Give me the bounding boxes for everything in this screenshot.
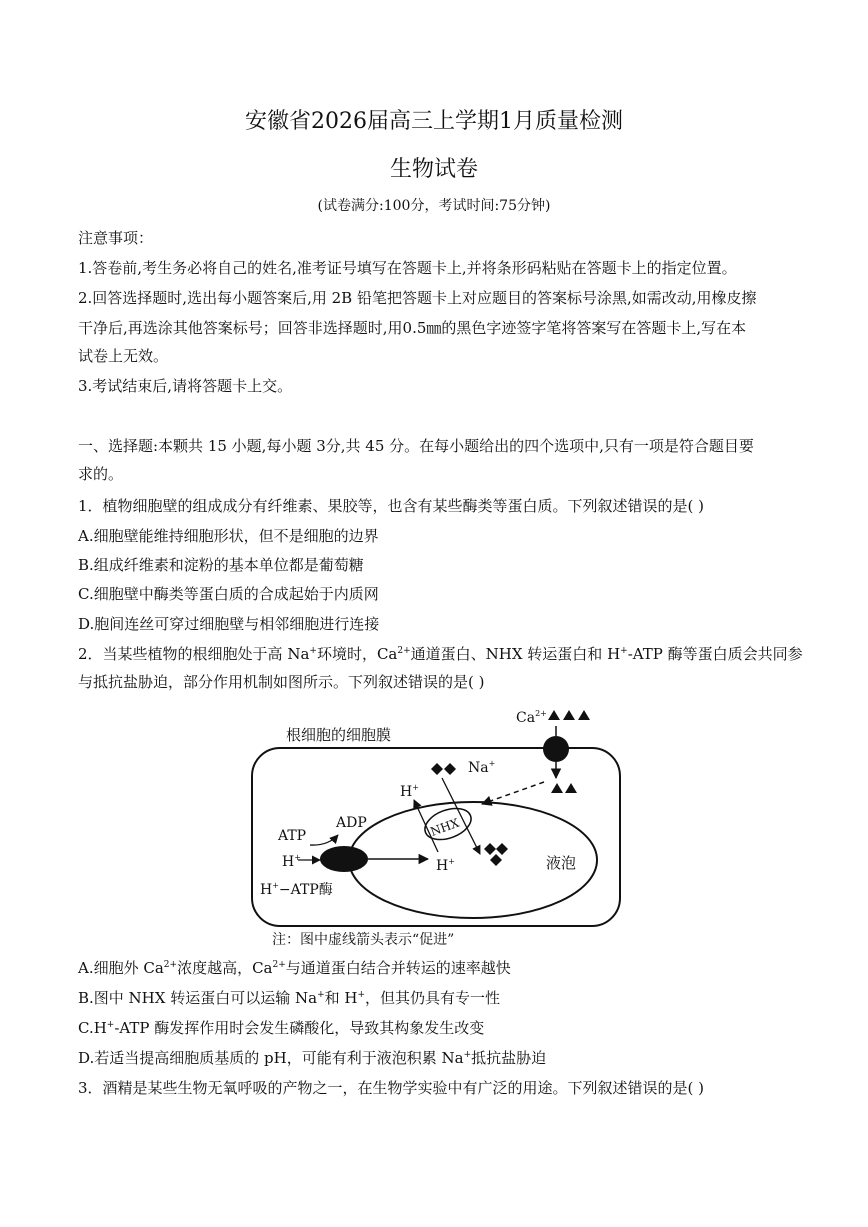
root-cell-diagram [248, 700, 628, 950]
ca-triangle-outside-1 [548, 710, 560, 720]
notes-item-2-line-2: 干净后,再选涂其他答案标号；回答非选择题时,用0.5㎜的黑色字迹签字笔将答案写在答题卡上,写在本 [78, 319, 747, 337]
atp-label: ATP [278, 828, 307, 844]
section1-line-2: 求的。 [78, 465, 124, 483]
figure-note: 注：图中虚线箭头表示“促进” [272, 932, 455, 948]
h-atpase-enzyme [320, 846, 368, 872]
section1-line-1: 一、选择题:本颗共 15 小题,每小题 3分,共 45 分。在每小题给出的四个选项中,只有一项是符合题目要 [78, 437, 754, 455]
na-diamond-1 [431, 763, 443, 775]
ca-ion-label: $Ca^{2+}$ [516, 709, 547, 726]
notes-item-3: 3.考试结束后,请将答题卡上交。 [78, 377, 293, 395]
h-label-inside: H+ [436, 857, 455, 874]
ca-channel-protein [543, 736, 569, 762]
na-vacuole-diamond-2 [496, 843, 508, 855]
q2-option-b: B.图中 NHX 转运蛋白可以运输 Na+和 H+，但其仍具有专一性 [78, 989, 501, 1007]
na-vacuole-diamond-1 [484, 843, 496, 855]
q3-stem: 3．酒精是某些生物无氧呼吸的产物之一，在生物学实验中有广泛的用途。下列叙述错误的是( ) [78, 1079, 705, 1097]
nhx-label: NHX [428, 815, 461, 839]
h-atpase-label: H+−ATP酶 [260, 881, 333, 898]
q2-stem-line-1: 2．当某些植物的根细胞处于高 Na+环境时，$Ca^{2+}$通道蛋白、NHX 转运蛋白和 H+-ATP 酶等蛋白质会共同参 [78, 645, 803, 663]
h-label-top: H+ [400, 783, 419, 800]
h-label-cytosol: H+ [282, 853, 301, 870]
q2-option-a: A.细胞外 $Ca^{2+}$浓度越高，$Ca^{2+}$与通道蛋白结合并转运的速率越快 [78, 959, 511, 977]
notes-heading: 注意事项： [78, 229, 154, 247]
notes-item-2-line-3: 试卷上无效。 [78, 347, 169, 365]
q2-stem-line-2: 与抵抗盐胁迫，部分作用机制如图所示。下列叙述错误的是( ) [78, 673, 485, 691]
q2-option-c: C.H+-ATP 酶发挥作用时会发生磷酸化，导致其构象发生改变 [78, 1019, 485, 1037]
exam-title: 安徽省2026届高三上学期1月质量检测 [245, 109, 623, 134]
atp-to-adp-arrow [310, 835, 338, 845]
ca-triangle-outside-3 [578, 710, 590, 720]
exam-subject: 生物试卷 [389, 157, 478, 182]
na-vacuole-diamond-3 [490, 854, 502, 866]
adp-label: ADP [336, 815, 367, 831]
notes-item-2-line-1: 2.回答选择题时,选出每小题答案后,用 2B 铅笔把答题卡上对应题目的答案标号涂黑,如需改动,用橡皮擦 [78, 289, 757, 307]
q1-option-c: C.细胞壁中酶类等蛋白质的合成起始于内质网 [78, 585, 379, 603]
q1-option-b: B.组成纤维素和淀粉的基本单位都是葡萄糖 [78, 556, 364, 574]
q1-stem: 1．植物细胞壁的组成成分有纤维素、果胶等，也含有某些酶类等蛋白质。下列叙述错误的是( ) [78, 497, 705, 515]
notes-item-1: 1.答卷前,考生务必将自己的姓名,准考证号填写在答题卡上,并将条形码粘贴在答题卡上的指定位置。 [78, 259, 737, 277]
q1-option-d: D.胞间连丝可穿过细胞壁与相邻细胞进行连接 [78, 615, 380, 633]
membrane-label: 根细胞的细胞膜 [286, 726, 392, 744]
na-ion-label: Na+ [468, 759, 496, 776]
ca-triangle-inside-1 [551, 783, 563, 793]
exam-info: (试卷满分:100分，考试时间:75分钟) [317, 198, 551, 214]
ca-triangle-inside-2 [565, 783, 577, 793]
na-diamond-2 [444, 763, 456, 775]
q2-option-d: D.若适当提高细胞质基质的 pH，可能有利于液泡积累 Na+抵抗盐胁迫 [78, 1049, 547, 1067]
promote-arrow-dashed [482, 782, 544, 804]
q1-option-a: A.细胞壁能维持细胞形状，但不是细胞的边界 [78, 527, 379, 545]
vacuole-label: 液泡 [546, 854, 577, 872]
ca-triangle-outside-2 [563, 710, 575, 720]
